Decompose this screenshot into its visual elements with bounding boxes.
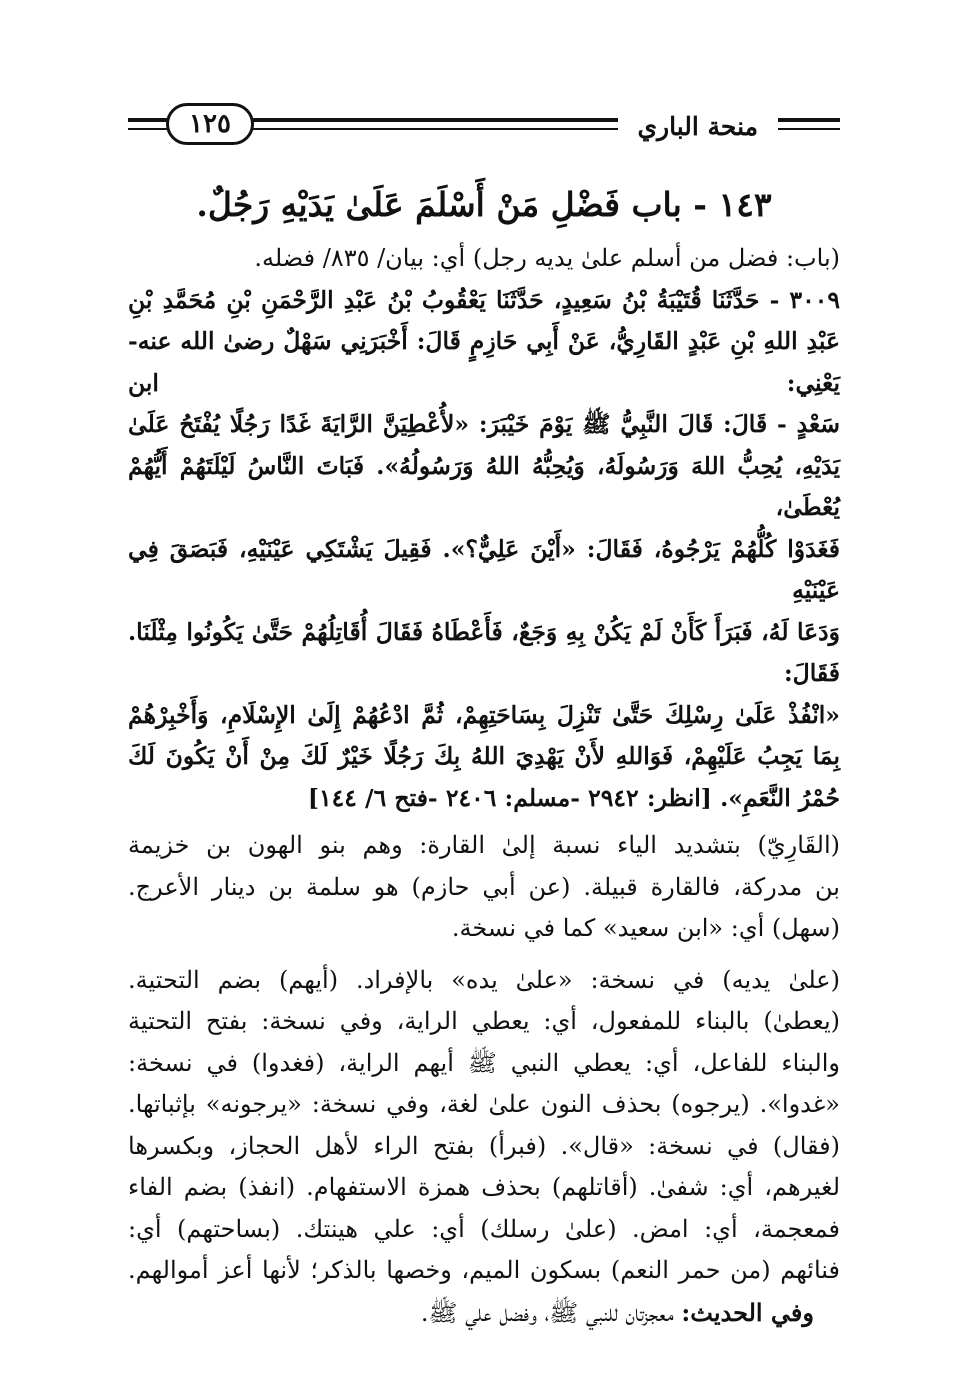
header-rule-left-bottom [252, 128, 618, 130]
intro-line: (باب: فضل من أسلم علىٰ يديه رجل) أي: بيان/ ٨٣٥/ فضله. [254, 244, 840, 272]
hadith-line: ٣٠٠٩ - حَدَّثَنَا قُتَيْبَةُ بْنُ سَعِيدٍ، حَدَّثَنَا يَعْقُوبُ بْنُ عَبْدِ الرَّحْمَنِ بْنِ مُحَمَّدِ بْنِ [128, 285, 840, 314]
chapter-heading: ١٤٣ - باب فَضْلِ مَنْ أَسْلَمَ عَلَىٰ يَدَيْهِ رَجُلٌ. [196, 185, 772, 224]
commentary-paragraph [128, 960, 840, 1292]
commentary-line: (القَارِيّ) بتشديد الياء نسبة إلىٰ القارة: وهم بنو الهون بن خزيمة [128, 831, 840, 859]
header-rule-far-left-bottom [128, 128, 168, 130]
hadith-line: حُمْرُ النَّعَمِ». [انظر: ٢٩٤٢ -مسلم: ٢٤٠٦ -فتح ٦/ ١٤٤] [307, 783, 840, 812]
page-body [128, 184, 840, 1334]
hadith-line: «انْفُذْ عَلَىٰ رِسْلِكَ حَتَّىٰ تَنْزِلَ بِسَاحَتِهِمْ، ثُمَّ ادْعُهُمْ إِلَىٰ الإِسْلَامِ، وَأَخْبِرْهُمْ [128, 700, 840, 729]
hadith-line: بِمَا يَجِبُ عَلَيْهِمْ، فَوَاللهِ لأَنْ يَهْدِيَ اللهُ بِكَ رَجُلًا خَيْرٌ لَكَ مِنْ أَنْ يَكُونَ لَكَ [128, 742, 840, 770]
commentary-line: فمعجمة، أي: امض. (علىٰ رسلك) أي: علي هينتك. (بساحتهم) أي: [128, 1214, 840, 1243]
header-rule-left-top [252, 118, 618, 122]
page-header [128, 102, 840, 156]
hadith-line: وَدَعَا لَهُ، فَبَرَأَ كَأَنْ لَمْ يَكُنْ بِهِ وَجَعٌ، فَأَعْطَاهُ فَقَالَ أُقَاتِلُهُمْ حَتَّىٰ يَكُونُوا مِثْلَنَا. فَقَالَ: [128, 617, 840, 687]
hadith-line: سَعْدٍ - قَالَ: قَالَ النَّبِيُّ ﷺ يَوْمَ خَيْبَرَ: «لأُعْطِيَنَّ الرَّايَةَ غَدًا رَجُلًا يُفْتَحُ عَلَىٰ [128, 410, 840, 438]
book-title: منحة الباري [637, 112, 758, 141]
commentary-line: (يعطىٰ) بالبناء للمفعول، أي: يعطي الراية، وفي نسخة: بفتح التحتية [128, 1007, 840, 1035]
page-number: ١٢٥ [166, 103, 254, 145]
commentary-line: (فقال) في نسخة: «قال». (فبرأ) بفتح الراء لأهل الحجاز، وبكسرها [128, 1131, 840, 1160]
commentary-line: (سهل) أي: «ابن سعيد» كما في نسخة. [451, 914, 840, 942]
conclusion-line [128, 1292, 840, 1335]
commentary-line: فنائهم (من حمر النعم) بسكون الميم، وخصها بالذكر؛ لأنها أعز أموالهم. [128, 1256, 840, 1284]
conclusion-label: وفي الحديث: [681, 1297, 814, 1327]
commentary-line: (علىٰ يديه) في نسخة: «علىٰ يده» بالإفراد. (أيهم) بضم التحتية. [128, 965, 840, 994]
hadith-line: عَبْدِ اللهِ بْنِ عَبْدٍ القَارِيُّ، عَنْ أَبِي حَازِمٍ قَالَ: أَخْبَرَنِي سَهْلٌ رضىٰ الله عنه- يَعْنِي: ابن [128, 327, 840, 397]
hadith-text [128, 280, 840, 820]
hadith-line: فَغَدَوْا كُلُّهُمْ يَرْجُوهُ، فَقَالَ: «أَيْنَ عَلِيٌّ؟». فَقِيلَ يَشْتَكِي عَيْنَيْهِ، فَبَصَقَ فِي عَيْنَيْهِ [128, 534, 840, 604]
commentary-line: والبناء للفاعل، أي: يعطي النبي ﷺ أيهم الراية، (فغدوا) في نسخة: [128, 1048, 840, 1077]
hadith-line: يَدَيْهِ، يُحِبُّ اللهَ وَرَسُولَهُ، وَيُحِبُّهُ اللهُ وَرَسُولُهُ». فَبَاتَ النَّاسُ لَيْلَتَهُمْ أَيُّهُمْ يُعْطَىٰ، [128, 451, 840, 521]
header-rule-right-bottom [778, 128, 840, 130]
commentary-line: لغيرهم، أي: شفىٰ. (أقاتلهم) بحذف همزة الاستفهام. (انفذ) بضم الفاء [128, 1173, 840, 1201]
header-rule-far-left-top [128, 118, 168, 122]
commentary-paragraph [128, 825, 840, 950]
header-rule-right-top [778, 118, 840, 122]
commentary-line: بن مدركة، فالقارة قبيلة. (عن أبي حازم) هو سلمة بن دينار الأعرج. [128, 872, 840, 901]
conclusion-text: معجزتان للنبي ﷺ، وفضل علي ﷺ. [420, 1298, 674, 1327]
commentary-line: «غدوا». (يرجوه) بحذف النون علىٰ لغة، وفي نسخة: «يرجونه» بإثباتها. [128, 1090, 840, 1118]
